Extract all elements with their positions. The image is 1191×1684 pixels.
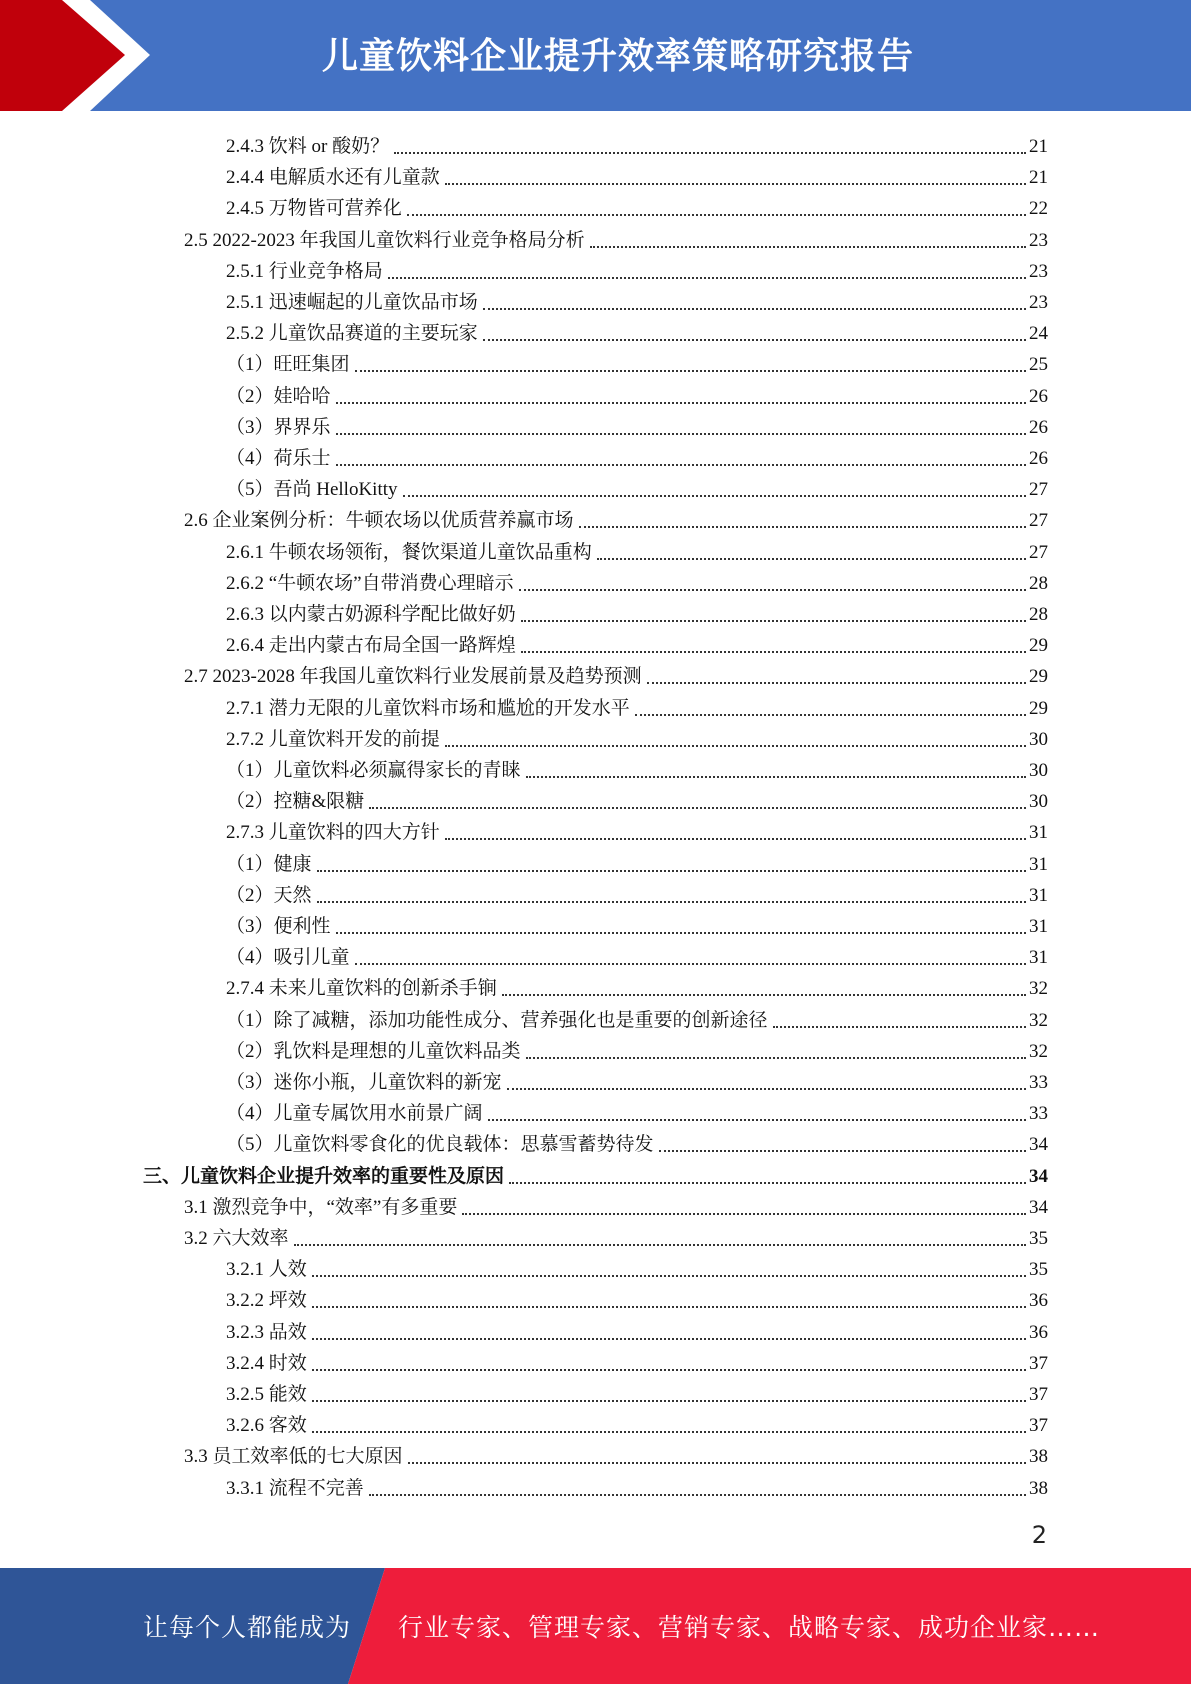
toc-entry[interactable] xyxy=(184,222,1048,253)
toc-dot-leader xyxy=(317,869,1026,872)
toc-entry-page: 29 xyxy=(1029,635,1048,657)
toc-entry-label: 3.2.2 坪效 xyxy=(226,1290,307,1312)
toc-entry-page: 34 xyxy=(1029,1134,1048,1156)
toc-entry-page: 26 xyxy=(1029,385,1048,407)
toc-dot-leader xyxy=(526,775,1026,778)
page-number: 2 xyxy=(1031,1521,1047,1549)
toc-entry[interactable] xyxy=(184,658,1048,689)
toc-dot-leader xyxy=(445,837,1026,840)
toc-dot-leader xyxy=(579,525,1026,528)
toc-dot-leader xyxy=(407,213,1026,216)
toc-entry-label: （2）控糖&限糖 xyxy=(226,791,365,813)
toc-entry-label: （5）儿童饮料零食化的优良载体：思慕雪蓄势待发 xyxy=(226,1134,654,1156)
toc-entry-label: （2）娃哈哈 xyxy=(226,385,331,407)
toc-entry[interactable] xyxy=(226,877,1048,908)
toc-entry-label: （3）界界乐 xyxy=(226,416,331,438)
toc-entry-page: 21 xyxy=(1029,136,1048,157)
toc-dot-leader xyxy=(488,1118,1026,1121)
toc-entry[interactable] xyxy=(226,1314,1048,1345)
toc-entry[interactable] xyxy=(226,1345,1048,1376)
toc-dot-leader xyxy=(312,1399,1026,1402)
toc-entry-page: 23 xyxy=(1029,292,1048,313)
toc-entry-label: 3.2.1 人效 xyxy=(226,1259,307,1281)
toc-entry-label: 2.5.2 儿童饮品赛道的主要玩家 xyxy=(226,323,478,345)
toc-entry-label: 2.7 2023-2028 年我国儿童饮料行业发展前景及趋势预测 xyxy=(184,666,642,688)
toc-dot-leader xyxy=(388,276,1026,279)
toc-entry[interactable] xyxy=(226,315,1048,346)
toc-entry[interactable] xyxy=(226,939,1048,970)
toc-entry-page: 37 xyxy=(1029,1415,1048,1437)
toc-dot-leader xyxy=(294,1243,1026,1246)
toc-entry[interactable] xyxy=(226,627,1048,658)
toc-entry-label: 2.6.1 牛顿农场领衔，餐饮渠道儿童饮品重构 xyxy=(226,541,592,563)
toc-entry-label: （1）除了减糖，添加功能性成分、营养强化也是重要的创新途径 xyxy=(226,1009,768,1031)
toc-entry[interactable] xyxy=(226,1126,1048,1157)
toc-dot-leader xyxy=(312,1368,1026,1371)
toc-dot-leader xyxy=(336,432,1026,435)
toc-entry-label: 2.7.2 儿童饮料开发的前提 xyxy=(226,728,440,750)
toc-dot-leader xyxy=(336,931,1026,934)
toc-dot-leader xyxy=(355,962,1026,965)
toc-entry[interactable] xyxy=(226,284,1048,315)
toc-dot-leader xyxy=(590,245,1026,248)
toc-entry[interactable] xyxy=(226,378,1048,409)
toc-entry[interactable] xyxy=(226,908,1048,939)
toc-entry-label: （4）吸引儿童 xyxy=(226,947,350,969)
toc-entry-label: 2.6.4 走出内蒙古布局全国一路辉煌 xyxy=(226,635,516,657)
toc-entry-label: 3.3 员工效率低的七大原因 xyxy=(184,1446,403,1468)
toc-entry-page: 28 xyxy=(1029,572,1048,594)
toc-entry-label: 3.2.3 品效 xyxy=(226,1321,307,1343)
toc-entry-page: 31 xyxy=(1029,916,1048,937)
toc-entry-label: （3）便利性 xyxy=(226,916,331,937)
toc-entry-page: 26 xyxy=(1029,416,1048,438)
toc-entry[interactable] xyxy=(184,502,1048,533)
toc-entry-label: 2.5 2022-2023 年我国儿童饮料行业竞争格局分析 xyxy=(184,229,585,251)
toc-dot-leader xyxy=(509,1181,1026,1184)
toc-entry[interactable] xyxy=(226,1470,1048,1501)
toc-dot-leader xyxy=(312,1305,1026,1308)
toc-entry-page: 33 xyxy=(1029,1103,1048,1125)
toc-entry-label: 2.7.4 未来儿童饮料的创新杀手锏 xyxy=(226,978,497,1000)
toc-entry-label: （3）迷你小瓶，儿童饮料的新宠 xyxy=(226,1072,502,1093)
toc-entry[interactable] xyxy=(226,814,1048,845)
toc-entry-page: 37 xyxy=(1029,1352,1048,1374)
toc-entry-label: 3.2 六大效率 xyxy=(184,1228,289,1249)
toc-entry[interactable] xyxy=(226,1251,1048,1282)
toc-dot-leader xyxy=(336,463,1026,466)
toc-entry-page: 38 xyxy=(1029,1446,1048,1468)
toc-entry[interactable] xyxy=(226,534,1048,565)
toc-dot-leader xyxy=(403,494,1026,497)
toc-entry-page: 34 xyxy=(1029,1196,1048,1218)
toc-entry-page: 23 xyxy=(1029,260,1048,282)
toc-entry-page: 32 xyxy=(1029,978,1048,1000)
toc-entry[interactable] xyxy=(226,846,1048,877)
footer-slogan-right: 行业专家、管理专家、营销专家、战略专家、成功企业家…… xyxy=(398,1613,1101,1642)
toc-dot-leader xyxy=(635,713,1026,716)
toc-dot-leader xyxy=(483,307,1026,310)
toc-entry[interactable] xyxy=(226,596,1048,627)
toc-entry[interactable] xyxy=(184,1438,1048,1469)
toc-entry-label: （2）乳饮料是理想的儿童饮料品类 xyxy=(226,1040,521,1062)
toc-entry[interactable] xyxy=(226,1407,1048,1438)
toc-entry[interactable] xyxy=(184,1189,1048,1220)
toc-entry-page: 37 xyxy=(1029,1384,1048,1405)
toc-entry-label: 3.3.1 流程不完善 xyxy=(226,1477,364,1499)
toc-entry-label: （1）健康 xyxy=(226,853,312,875)
toc-entry-page: 23 xyxy=(1029,229,1048,251)
toc-dot-leader xyxy=(521,650,1026,653)
toc-entry[interactable] xyxy=(226,253,1048,284)
toc-entry-page: 33 xyxy=(1029,1072,1048,1093)
toc-dot-leader xyxy=(394,151,1026,154)
toc-entry-label: 2.6.2 “牛顿农场”自带消费心理暗示 xyxy=(226,572,514,594)
toc-entry-label: 2.5.1 迅速崛起的儿童饮品市场 xyxy=(226,292,478,313)
toc-entry-page: 28 xyxy=(1029,604,1048,625)
toc-entry-page: 29 xyxy=(1029,666,1048,688)
toc-entry-label: 3.1 激烈竞争中，“效率”有多重要 xyxy=(184,1196,458,1218)
toc-entry-page: 31 xyxy=(1029,822,1048,844)
toc-entry-label: （4）儿童专属饮用水前景广阔 xyxy=(226,1103,483,1125)
toc-entry-page: 32 xyxy=(1029,1009,1048,1031)
toc-entry-page: 34 xyxy=(1029,1165,1048,1187)
toc-dot-leader xyxy=(355,369,1026,372)
toc-entry-page: 21 xyxy=(1029,167,1048,189)
toc-entry[interactable] xyxy=(226,752,1048,783)
toc-entry-page: 27 xyxy=(1029,510,1048,532)
toc-entry-page: 22 xyxy=(1029,198,1048,220)
toc-entry-page: 35 xyxy=(1029,1259,1048,1281)
toc-dot-leader xyxy=(659,1149,1026,1152)
toc-entry-label: 2.4.4 电解质水还有儿童款 xyxy=(226,167,440,189)
toc-entry[interactable] xyxy=(226,1095,1048,1126)
toc-entry-label: 2.7.3 儿童饮料的四大方针 xyxy=(226,822,440,844)
toc-entry-page: 27 xyxy=(1029,479,1048,501)
toc-entry-page: 30 xyxy=(1029,728,1048,750)
toc-entry-page: 36 xyxy=(1029,1321,1048,1343)
toc-entry-label: （4）荷乐士 xyxy=(226,448,331,469)
toc-entry-label: 2.6.3 以内蒙古奶源科学配比做好奶 xyxy=(226,604,516,625)
toc-dot-leader xyxy=(317,900,1026,903)
toc-entry[interactable] xyxy=(226,471,1048,502)
toc-dot-leader xyxy=(519,588,1026,591)
toc-entry-page: 32 xyxy=(1029,1040,1048,1062)
toc-dot-leader xyxy=(507,1087,1026,1090)
toc-entry-page: 24 xyxy=(1029,323,1048,345)
toc-entry-label: （1）旺旺集团 xyxy=(226,354,350,376)
toc-entry[interactable] xyxy=(184,1220,1048,1251)
toc-entry[interactable] xyxy=(226,409,1048,440)
toc-entry-page: 38 xyxy=(1029,1477,1048,1499)
toc-entry-page: 36 xyxy=(1029,1290,1048,1312)
toc-entry-label: 3.2.4 时效 xyxy=(226,1352,307,1374)
toc-entry[interactable] xyxy=(226,721,1048,752)
document-title: 儿童饮料企业提升效率策略研究报告 xyxy=(321,35,914,77)
toc-entry[interactable] xyxy=(226,565,1048,596)
toc-dot-leader xyxy=(462,1212,1026,1215)
footer-slogan-left: 让每个人都能成为 xyxy=(143,1613,352,1642)
toc-dot-leader xyxy=(445,182,1026,185)
toc-entry-label: （1）儿童饮料必须赢得家长的青睐 xyxy=(226,760,521,781)
toc-dot-leader xyxy=(408,1461,1026,1464)
toc-entry-page: 31 xyxy=(1029,947,1048,969)
toc-dot-leader xyxy=(483,338,1026,341)
header-band xyxy=(0,0,1191,111)
toc-dot-leader xyxy=(312,1337,1026,1340)
toc-entry-label: 2.7.1 潜力无限的儿童饮料市场和尴尬的开发水平 xyxy=(226,697,630,719)
toc-entry-page: 35 xyxy=(1029,1228,1048,1249)
toc-dot-leader xyxy=(312,1430,1026,1433)
toc-entry-page: 25 xyxy=(1029,354,1048,376)
toc-entry[interactable] xyxy=(226,970,1048,1001)
toc-entry-label: 三、儿童饮料企业提升效率的重要性及原因 xyxy=(143,1165,505,1187)
toc-dot-leader xyxy=(597,557,1026,560)
footer-band xyxy=(0,1568,1191,1684)
toc-entry-label: 2.4.3 饮料 or 酸奶？ xyxy=(226,136,390,157)
toc-entry-label: 2.6 企业案例分析：牛顿农场以优质营养赢市场 xyxy=(184,510,574,532)
toc-dot-leader xyxy=(773,1025,1026,1028)
toc-entry-label: （2）天然 xyxy=(226,884,312,906)
toc-dot-leader xyxy=(445,744,1026,747)
toc-dot-leader xyxy=(369,1493,1026,1496)
toc-entry-label: 2.4.5 万物皆可营养化 xyxy=(226,198,402,220)
toc-entry[interactable] xyxy=(226,346,1048,377)
toc-dot-leader xyxy=(336,401,1026,404)
toc-dot-leader xyxy=(526,1056,1026,1059)
toc-entry[interactable] xyxy=(226,783,1048,814)
toc-entry[interactable] xyxy=(226,1282,1048,1313)
toc-entry-page: 31 xyxy=(1029,884,1048,906)
toc-entry[interactable] xyxy=(226,190,1048,221)
toc-entry[interactable] xyxy=(143,1158,1048,1189)
toc-entry[interactable] xyxy=(226,440,1048,471)
toc-entry-page: 30 xyxy=(1029,791,1048,813)
toc-entry[interactable] xyxy=(226,159,1048,190)
toc-entry-label: （5）吾尚 HelloKitty xyxy=(226,479,398,501)
toc-dot-leader xyxy=(521,619,1026,622)
toc-entry-page: 27 xyxy=(1029,541,1048,563)
toc-entry-page: 29 xyxy=(1029,697,1048,719)
toc-entry-label: 3.2.6 客效 xyxy=(226,1415,307,1437)
toc-entry-page: 26 xyxy=(1029,448,1048,469)
toc-entry[interactable] xyxy=(226,1064,1048,1095)
toc-dot-leader xyxy=(647,681,1026,684)
toc-dot-leader xyxy=(369,806,1026,809)
toc-dot-leader xyxy=(502,993,1026,996)
toc-entry[interactable] xyxy=(226,1033,1048,1064)
toc-entry[interactable] xyxy=(226,1002,1048,1033)
toc-entry[interactable] xyxy=(226,128,1048,159)
toc-entry-label: 2.5.1 行业竞争格局 xyxy=(226,260,383,282)
toc-entry[interactable] xyxy=(226,690,1048,721)
toc-entry-page: 30 xyxy=(1029,760,1048,781)
toc-entry[interactable] xyxy=(226,1376,1048,1407)
toc-entry-page: 31 xyxy=(1029,853,1048,875)
toc-dot-leader xyxy=(312,1274,1026,1277)
toc-entry-label: 3.2.5 能效 xyxy=(226,1384,307,1405)
